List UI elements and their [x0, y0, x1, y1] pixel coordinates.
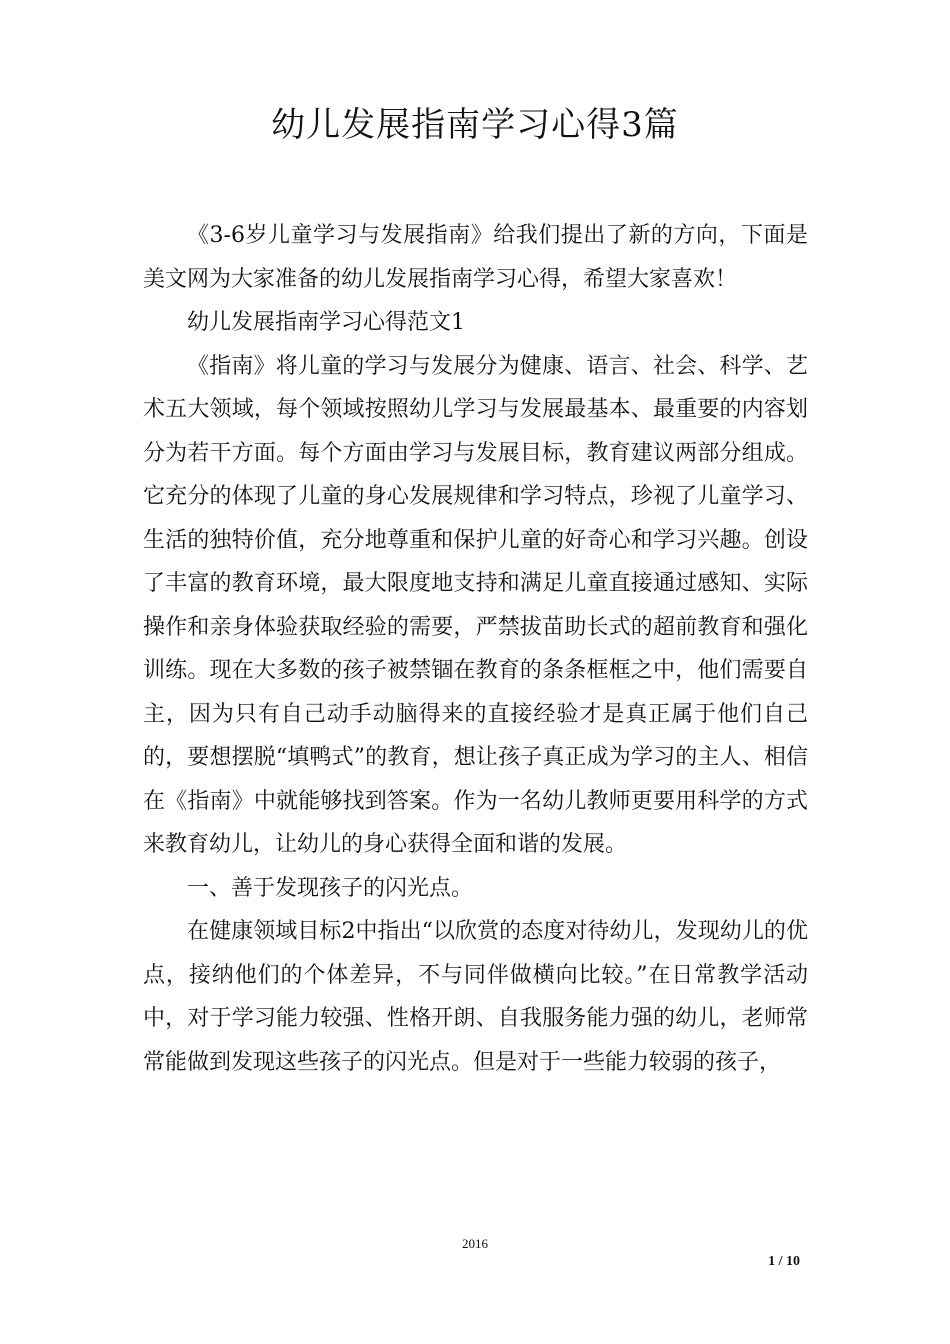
subsection-heading: 一、善于发现孩子的闪光点。: [187, 875, 474, 901]
body-paragraph: 《指南》将儿童的学习与发展分为健康、语言、社会、科学、艺术五大领域，每个领域按照幼儿学习与发展最基本、最重要的内容划分为若干方面。每个方面由学习与发展目标，教育建议两部分组成。它充分的体现了儿童的身心发展规律和学习特点，珍视了儿童学习、生活的独特价值，充分地尊重和保护儿童的好奇心和学习兴趣。创设了丰富的教育环境，最大限度地支持和满足儿童直接通过感知、实际操作和亲身体验获取经验的需要，严禁拔苗助长式的超前教育和强化训练。现在大多数的孩子被禁锢在教育的条条框框之中，他们需要自主，因为只有自己动手动脑得来的直接经验才是真正属于他们自己的，要想摆脱“填鸭式”的教育，想让孩子真正成为学习的主人、相信在《指南》中就能够找到答案。作为一名幼儿教师更要用科学的方式来教育幼儿，让幼儿的身心获得全面和谐的发展。: [143, 353, 808, 857]
document-title: 幼儿发展指南学习心得3篇: [271, 105, 679, 145]
page-number: 1 / 10: [768, 1254, 800, 1269]
footer-year: 2016: [462, 1236, 488, 1251]
body-paragraph: 在健康领域目标2中指出“以欣赏的态度对待幼儿，发现幼儿的优点，接纳他们的个体差异，不与同伴做横向比较。”在日常教学活动中，对于学习能力较强、性格开朗、自我服务能力强的幼儿，老师常常能做到发现这些孩子的闪光点。但是对于一些能力较弱的孩子，: [143, 919, 808, 1075]
section-heading: 幼儿发展指南学习心得范文1: [187, 310, 465, 335]
document-body: [143, 214, 808, 1084]
intro-paragraph: 《3-6岁儿童学习与发展指南》给我们提出了新的方向，下面是美文网为大家准备的幼儿发展指南学习心得，希望大家喜欢！: [143, 223, 808, 292]
